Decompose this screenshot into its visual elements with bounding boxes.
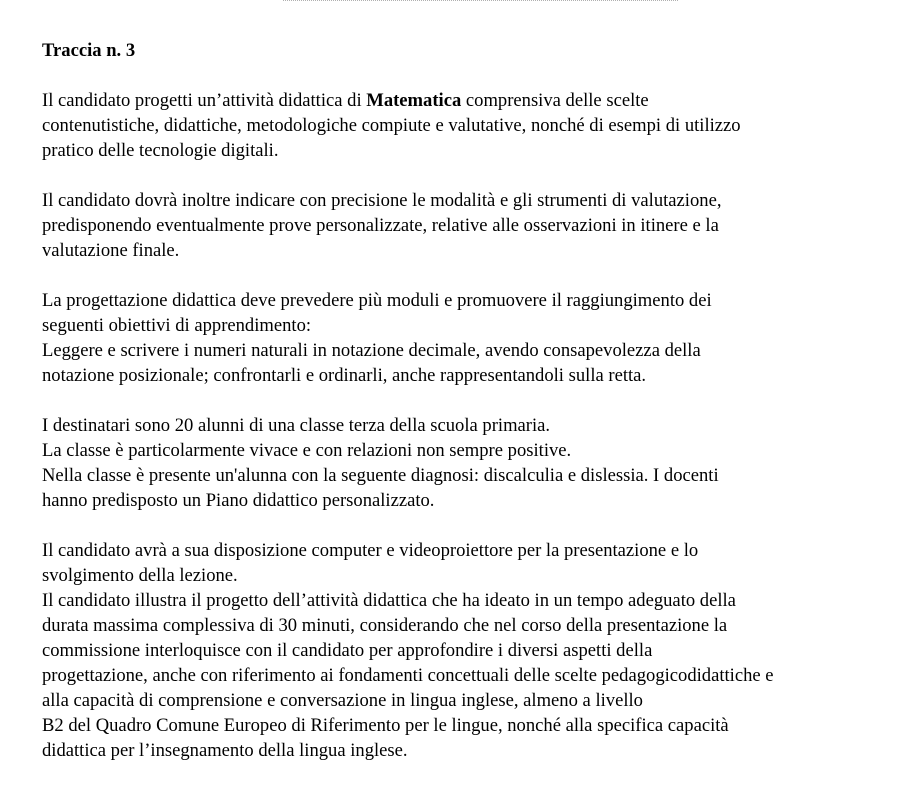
document-title: Traccia n. 3 bbox=[42, 40, 136, 61]
paragraph-obiettivi bbox=[42, 288, 912, 388]
subject-emphasis: Matematica bbox=[366, 90, 462, 111]
paragraph-line: commissione interloquisce con il candidato per approfondire i diversi aspetti della bbox=[42, 640, 653, 661]
paragraph-line: B2 del Quadro Comune Europeo di Riferimento per le lingue, nonché alla specifica capacità bbox=[42, 715, 729, 736]
paragraph-presentazione bbox=[42, 538, 912, 763]
paragraph-line: Il candidato dovrà inoltre indicare con precisione le modalità e gli strumenti di valutazione, bbox=[42, 190, 722, 211]
paragraph-intro bbox=[42, 88, 912, 163]
paragraph-line: hanno predisposto un Piano didattico personalizzato. bbox=[42, 490, 435, 511]
paragraph-line: Nella classe è presente un'alunna con la seguente diagnosi: discalculia e dislessia. I docenti bbox=[42, 465, 719, 486]
top-dotted-rule bbox=[283, 0, 678, 1]
paragraph-line: contenutistiche, didattiche, metodologiche compiute e valutative, nonché di esempi di utilizzo bbox=[42, 115, 741, 136]
paragraph-line: Leggere e scrivere i numeri naturali in notazione decimale, avendo consapevolezza della bbox=[42, 340, 701, 361]
paragraph-line bbox=[42, 88, 912, 113]
paragraph-valutazione bbox=[42, 188, 912, 263]
paragraph-line: Il candidato avrà a sua disposizione computer e videoproiettore per la presentazione e lo bbox=[42, 540, 699, 561]
paragraph-line: svolgimento della lezione. bbox=[42, 565, 238, 586]
paragraph-line: I destinatari sono 20 alunni di una classe terza della scuola primaria. bbox=[42, 415, 551, 436]
paragraph-line: didattica per l’insegnamento della lingua inglese. bbox=[42, 740, 408, 761]
paragraph-destinatari bbox=[42, 413, 912, 513]
paragraph-line: Il candidato illustra il progetto dell’attività didattica che ha ideato in un tempo adeguato della bbox=[42, 590, 736, 611]
paragraph-line: alla capacità di comprensione e conversazione in lingua inglese, almeno a livello bbox=[42, 690, 643, 711]
paragraph-line: notazione posizionale; confrontarli e ordinarli, anche rappresentandoli sulla retta. bbox=[42, 365, 647, 386]
paragraph-line: durata massima complessiva di 30 minuti, considerando che nel corso della presentazione la bbox=[42, 615, 728, 636]
paragraph-line: pratico delle tecnologie digitali. bbox=[42, 140, 279, 161]
paragraph-line: valutazione finale. bbox=[42, 240, 180, 261]
paragraph-line: seguenti obiettivi di apprendimento: bbox=[42, 315, 312, 336]
paragraph-line: progettazione, anche con riferimento ai fondamenti concettuali delle scelte pedagogicodidattiche e bbox=[42, 665, 774, 686]
paragraph-line: predisponendo eventualmente prove personalizzate, relative alle osservazioni in itinere e la bbox=[42, 215, 719, 236]
text-run: Il candidato progetti un’attività didattica di bbox=[42, 90, 367, 111]
document-page bbox=[42, 38, 912, 763]
text-run: comprensiva delle scelte bbox=[461, 90, 649, 111]
paragraph-line: La progettazione didattica deve prevedere più moduli e promuovere il raggiungimento dei bbox=[42, 290, 712, 311]
paragraph-line: La classe è particolarmente vivace e con relazioni non sempre positive. bbox=[42, 440, 572, 461]
